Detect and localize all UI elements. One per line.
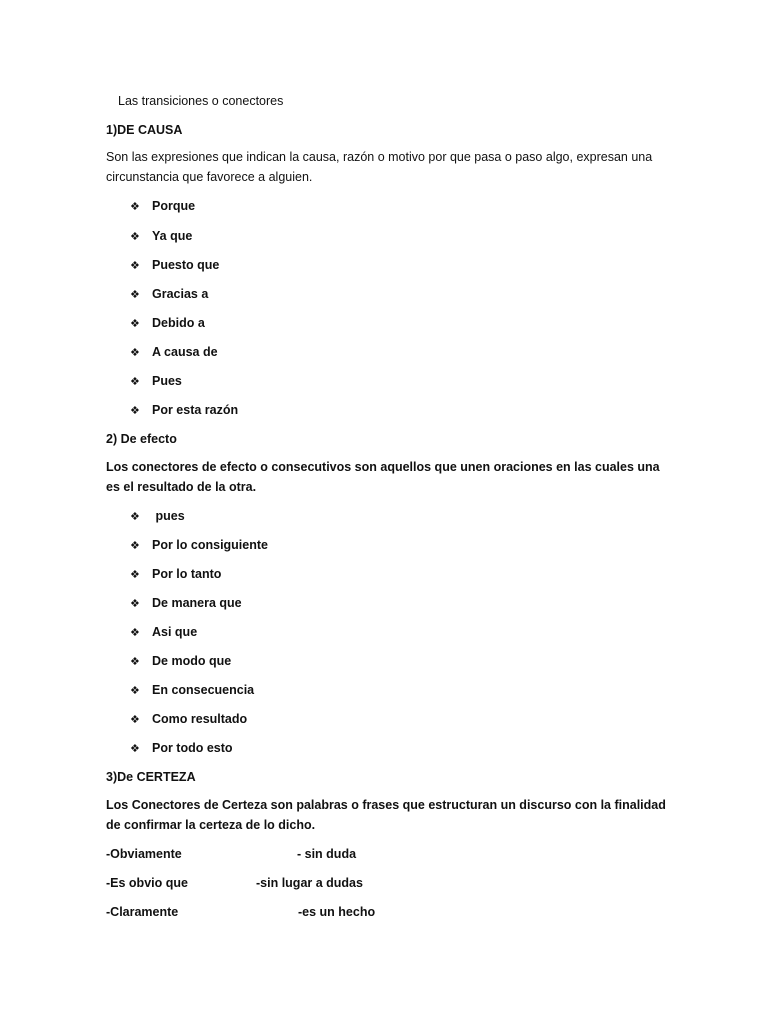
list-item — [130, 197, 195, 216]
list-item — [130, 739, 233, 758]
list-item — [130, 314, 205, 333]
document-title: Las transiciones o conectores — [118, 94, 284, 108]
section-description-certeza: Los Conectores de Certeza son palabras o frases que estructuran un discurso con la finalidad de confirmar la certeza de lo dicho. — [106, 798, 666, 832]
list-item — [130, 565, 221, 584]
section-heading-certeza: 3)De CERTEZA — [106, 770, 196, 784]
diamond-bullet-icon: ❖ — [130, 540, 140, 552]
list-item — [130, 623, 197, 642]
diamond-bullet-icon: ❖ — [130, 685, 140, 697]
list-item — [130, 594, 242, 613]
section-description-causa: Son las expresiones que indican la causa, razón o motivo por que pasa o paso algo, expresan una circunstancia que favorece a alguien. — [106, 150, 653, 184]
list-item-label: Por esta razón — [152, 403, 239, 417]
list-item-label: De manera que — [152, 596, 242, 610]
connector-left: -Es obvio que — [106, 876, 188, 890]
list-item-label: pues — [152, 509, 185, 523]
section-description-efecto: Los conectores de efecto o consecutivos son aquellos que unen oraciones en las cuales una es el resultado de la otra. — [106, 460, 660, 494]
diamond-bullet-icon: ❖ — [130, 289, 140, 301]
connector-left: -Obviamente — [106, 847, 182, 861]
diamond-bullet-icon: ❖ — [130, 260, 140, 272]
list-item — [130, 372, 182, 391]
list-item-label: Por lo tanto — [152, 567, 222, 581]
list-item — [130, 681, 254, 700]
list-item — [130, 536, 268, 555]
diamond-bullet-icon: ❖ — [130, 405, 140, 417]
diamond-bullet-icon: ❖ — [130, 656, 140, 668]
list-item-label: Por todo esto — [152, 741, 233, 755]
diamond-bullet-icon: ❖ — [130, 743, 140, 755]
connector-right: -sin lugar a dudas — [256, 876, 363, 890]
list-item-label: Gracias a — [152, 287, 209, 301]
diamond-bullet-icon: ❖ — [130, 569, 140, 581]
list-item — [130, 652, 231, 671]
list-item — [130, 343, 218, 362]
list-item-label: Debido a — [152, 316, 205, 330]
connector-right: - sin duda — [297, 847, 357, 861]
diamond-bullet-icon: ❖ — [130, 231, 140, 243]
list-item — [130, 710, 247, 729]
diamond-bullet-icon: ❖ — [130, 714, 140, 726]
list-item — [130, 507, 185, 526]
list-item-label: Porque — [152, 199, 196, 213]
list-item — [130, 256, 219, 275]
diamond-bullet-icon: ❖ — [130, 347, 140, 359]
list-item-label: Pues — [152, 374, 182, 388]
list-item-label: Como resultado — [152, 712, 248, 726]
list-item — [130, 401, 238, 420]
list-item-label: En consecuencia — [152, 683, 255, 697]
list-item — [130, 285, 208, 304]
diamond-bullet-icon: ❖ — [130, 598, 140, 610]
list-item-label: A causa de — [152, 345, 218, 359]
section-heading-efecto: 2) De efecto — [106, 432, 177, 446]
diamond-bullet-icon: ❖ — [130, 511, 140, 523]
section-heading-causa: 1)DE CAUSA — [106, 123, 183, 137]
diamond-bullet-icon: ❖ — [130, 376, 140, 388]
connector-right: -es un hecho — [298, 905, 376, 919]
list-item-label: De modo que — [152, 654, 232, 668]
list-item-label: Asi que — [152, 625, 198, 639]
list-item-label: Puesto que — [152, 258, 220, 272]
connector-left: -Claramente — [106, 905, 179, 919]
list-item — [130, 227, 192, 246]
diamond-bullet-icon: ❖ — [130, 318, 140, 330]
list-item-label: Por lo consiguiente — [152, 538, 268, 552]
diamond-bullet-icon: ❖ — [130, 201, 140, 213]
diamond-bullet-icon: ❖ — [130, 627, 140, 639]
list-item-label: Ya que — [152, 229, 193, 243]
